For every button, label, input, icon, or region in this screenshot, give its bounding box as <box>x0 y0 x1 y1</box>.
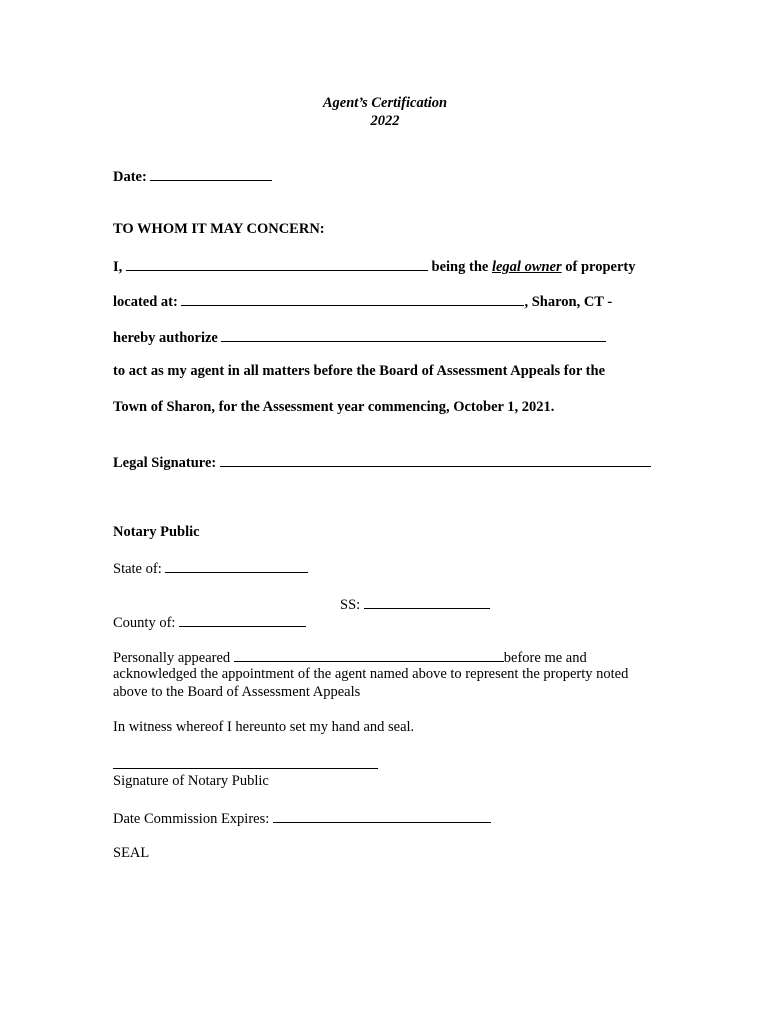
appeared-name-field[interactable] <box>234 647 504 662</box>
appeared-suffix: before me and <box>503 650 587 666</box>
property-address-field[interactable] <box>181 291 524 306</box>
owner-emphasis: legal owner <box>491 259 562 275</box>
appeared-line3: above to the Board of Assessment Appeals <box>113 684 361 700</box>
salutation: TO WHOM IT MAY CONCERN: <box>113 221 325 237</box>
ss-label: SS: <box>340 597 361 613</box>
located-label: located at: <box>113 294 178 310</box>
county-field[interactable] <box>179 612 306 627</box>
ss-field[interactable] <box>364 594 490 609</box>
agent-statement-line2: Town of Sharon, for the Assessment year commencing, October 1, 2021. <box>113 399 555 415</box>
agent-statement-line1: to act as my agent in all matters before the Board of Assessment Appeals for the <box>113 363 606 379</box>
date-field[interactable] <box>150 166 272 181</box>
state-row <box>113 558 308 578</box>
commission-date-field[interactable] <box>273 808 491 823</box>
agent-name-field[interactable] <box>221 327 606 342</box>
located-row <box>113 291 612 311</box>
appeared-line2: acknowledged the appointment of the agent named above to represent the property noted <box>113 666 629 682</box>
state-field[interactable] <box>165 558 308 573</box>
notary-heading: Notary Public <box>113 524 200 540</box>
authorize-label: hereby authorize <box>113 330 218 346</box>
located-suffix: , Sharon, CT - <box>524 294 613 310</box>
county-row <box>113 612 306 632</box>
appeared-prefix: Personally appeared <box>113 650 231 666</box>
appeared-row <box>113 647 587 667</box>
owner-name-field[interactable] <box>126 256 428 271</box>
commission-label: Date Commission Expires: <box>113 811 270 827</box>
county-label: County of: <box>113 615 176 631</box>
owner-row <box>113 256 635 276</box>
authorize-row <box>113 327 606 347</box>
legal-signature-row <box>113 452 651 472</box>
owner-mid: being the <box>431 259 489 275</box>
notary-signature-label: Signature of Notary Public <box>113 773 269 789</box>
legal-signature-label: Legal Signature: <box>113 455 217 471</box>
document-title: Agent’s Certification <box>322 95 448 111</box>
owner-prefix: I, <box>113 259 123 275</box>
witness-statement: In witness whereof I hereunto set my hand and seal. <box>113 719 415 735</box>
notary-signature-line[interactable] <box>113 768 378 769</box>
legal-signature-field[interactable] <box>220 452 651 467</box>
document-year: 2022 <box>370 113 400 129</box>
ss-row <box>340 594 490 614</box>
owner-suffix: of property <box>565 259 636 275</box>
commission-row <box>113 808 491 828</box>
date-row <box>113 166 272 186</box>
seal-label: SEAL <box>113 845 150 861</box>
state-label: State of: <box>113 561 162 577</box>
date-label: Date: <box>113 169 147 185</box>
